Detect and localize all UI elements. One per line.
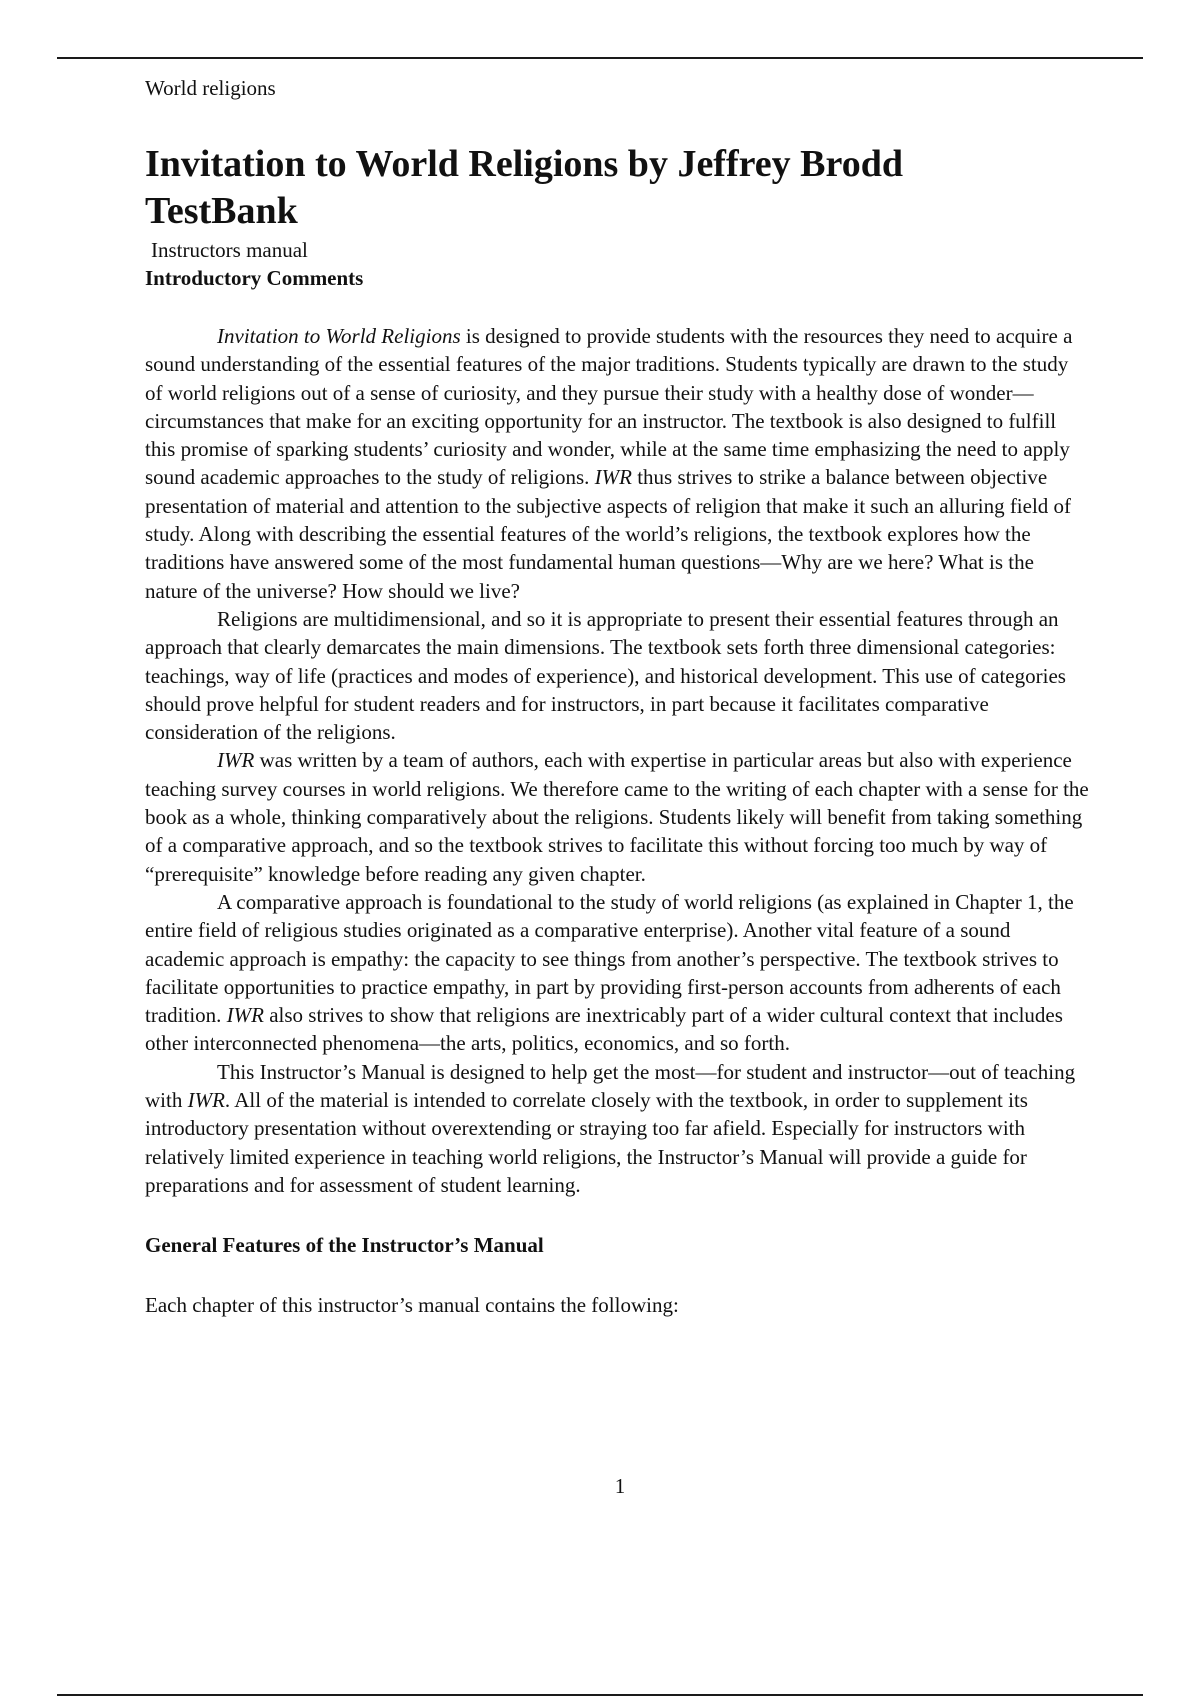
paragraph-1 xyxy=(145,322,1090,605)
document-title: Invitation to World Religions by Jeffrey Brodd TestBank xyxy=(145,143,903,232)
paragraph-3-text: was written by a team of authors, each with expertise in particular areas but also with experience teaching survey courses in world religions. We therefore came to the writing of each chapter with a sense for the book as a whole, thinking comparatively about the religions. Students likely will benefit from taking something of a comparative approach, and so the textbook strives to facilitate this without forcing too much by way of “prerequisite” knowledge before reading any given chapter. xyxy=(145,748,1089,886)
page-number: 1 xyxy=(614,1474,626,1498)
section-heading-introductory-comments: Introductory Comments xyxy=(145,266,364,290)
top-divider xyxy=(57,57,1143,59)
page-content xyxy=(145,72,1090,1319)
paragraph-3 xyxy=(145,746,1090,887)
document-subtitle: Instructors manual xyxy=(151,238,308,262)
running-header: World religions xyxy=(145,76,276,100)
paragraph-1-text-b: thus strives to strike a balance between objective presentation of material and attention to the subjective aspects of religion that make it such an alluring field of study. Along with describing the essential features of the world’s religions, the textbook explores how the traditions have answered some of the most fundamental human questions—Why are we here? What is the nature of the universe? How should we live? xyxy=(145,465,1072,603)
paragraph-2: Religions are multidimensional, and so it is appropriate to present their essential features through an approach that clearly demarcates the main dimensions. The textbook sets forth three dimensional categories: teachings, way of life (practices and modes of experience), and historical development. This use of categories should prove helpful for student readers and for instructors, in part because it facilitates comparative consideration of the religions. xyxy=(145,606,1066,745)
paragraph-5-italic-abbrev: IWR xyxy=(187,1088,225,1113)
paragraph-4-italic-abbrev: IWR xyxy=(226,1003,264,1028)
paragraph-5 xyxy=(145,1058,1090,1199)
section-heading-general-features: General Features of the Instructor’s Manual xyxy=(145,1233,544,1258)
paragraph-1-italic-title: Invitation to World Religions xyxy=(217,324,461,348)
paragraph-3-italic-abbrev: IWR xyxy=(217,748,255,773)
paragraph-1-text-a: is designed to provide students with the resources they need to acquire a sound understanding of the essential features of the major traditions. Students typically are drawn to the study of world religions out of a sense of curiosity, and they pursue their study with a healthy dose of wonder—circumstances that make for an exciting opportunity for an instructor. The textbook is also designed to fulfill this promise of sparking students’ curiosity and wonder, while at the same time emphasizing the need to apply sound academic approaches to the study of religions. xyxy=(145,324,1073,490)
paragraph-5-text-a: This Instructor’s Manual is designed to help get the most—for student and instructor—out of teaching with xyxy=(145,1059,1076,1113)
paragraph-4-text-b: also strives to show that religions are inextricably part of a wider cultural context that includes other interconnected phenomena—the arts, politics, economics, and so forth. xyxy=(145,1003,1063,1056)
paragraph-4-text-a: A comparative approach is foundational to the study of world religions (as explained in Chapter 1, the entire field of religious studies originated as a comparative enterprise). Another vital feature of a sound academic approach is empathy: the capacity to see things from another’s perspective. The textbook strives to facilitate opportunities to practice empathy, in part by providing first-person accounts from adherents of each tradition. xyxy=(145,889,1074,1028)
bottom-divider xyxy=(57,1694,1143,1696)
paragraph-1-italic-abbrev: IWR xyxy=(594,465,632,490)
paragraph-5-text-b: . All of the material is intended to correlate closely with the textbook, in order to supplement its introductory presentation without overextending or straying too far afield. Especially for instructors with relatively limited experience in teaching world religions, the Instructor’s Manual will provide a guide for preparations and for assessment of student learning. xyxy=(145,1088,1028,1197)
paragraph-4 xyxy=(145,888,1090,1058)
general-features-intro: Each chapter of this instructor’s manual contains the following: xyxy=(145,1293,679,1318)
